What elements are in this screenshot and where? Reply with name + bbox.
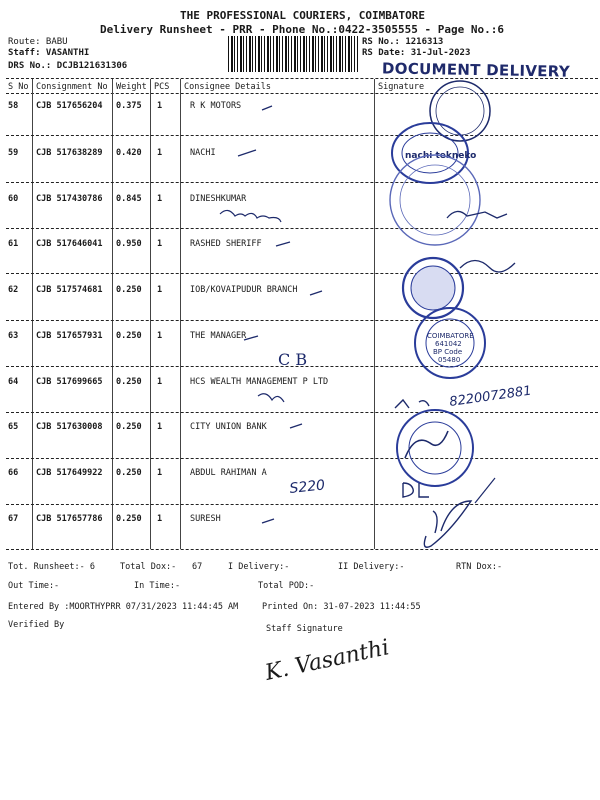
row-weight: 0.250 [116,468,142,478]
barcode [228,36,358,72]
bp-num-text: 05480 [438,356,461,364]
verified-by: Verified By [8,620,65,630]
coimbatore-stamp-text: COIMBATORE [427,332,474,340]
row-sno: 64 [8,377,19,387]
row-sno: 59 [8,148,19,158]
nachi-stamp-text: nachi tekneko [405,151,477,161]
total-pod: Total POD:- [258,581,315,591]
row-consignment: CJB 517574681 [36,285,103,295]
col-sno: S No [8,82,29,92]
handwritten-phone: 8220072881 [448,383,533,410]
handwriting-s220: S220 [288,477,326,497]
in-time: In Time:- [134,581,181,591]
row-sno: 61 [8,239,19,249]
signature-67 [424,501,471,547]
ii-delivery: II Delivery:- [338,562,405,572]
row-sno: 65 [8,422,19,432]
row-consignment: CJB 517657786 [36,514,103,524]
row-consignee: HCS WEALTH MANAGEMENT P LTD [190,377,329,387]
row-consignee: RASHED SHERIFF [190,239,262,249]
consignee-handwriting [180,90,374,550]
row-pcs: 1 [157,194,163,204]
row-weight: 0.250 [116,422,142,432]
row-weight: 0.250 [116,285,142,295]
staff-label: Staff: VASANTHI [8,48,90,58]
row-pcs: 1 [157,514,163,524]
rs-number: RS No.: 1216313 [362,37,444,47]
row-weight: 0.950 [116,239,142,249]
row-sno: 63 [8,331,19,341]
drs-number: DRS No.: DCJB121631306 [8,61,128,71]
row-weight: 0.845 [116,194,142,204]
col-signature: Signature [378,82,425,92]
row-consignment: CJB 517656204 [36,101,103,111]
row-pcs: 1 [157,377,163,387]
row-consignment: CJB 517630008 [36,422,103,432]
entered-by: Entered By :MOORTHYPRR 07/31/2023 11:44:45 AM [8,602,239,612]
i-delivery: I Delivery:- [228,562,290,572]
bp-code-text: BP Code [433,348,463,356]
row-sno: 58 [8,101,19,111]
staff-signature-label: Staff Signature [266,624,343,634]
row-consignee: DINESHKUMAR [190,194,247,204]
row-consignee: THE MANAGER [190,331,247,341]
row-consignee: SURESH [190,514,221,524]
rs-date: RS Date: 31-Jul-2023 [362,48,471,58]
document-delivery-stamp: DOCUMENT DELIVERY [381,59,571,81]
row-sno: 66 [8,468,19,478]
row-consignment: CJB 517657931 [36,331,103,341]
row-sno: 67 [8,514,19,524]
row-pcs: 1 [157,468,163,478]
col-pcs: PCS [154,82,170,92]
signature-area [375,78,600,558]
staff-signature [255,630,395,700]
out-time: Out Time:- [8,581,60,591]
tot-runsheet: Tot. Runsheet:- 6 [8,562,95,572]
city-union-stamp [397,410,473,486]
row-consignment: CJB 517649922 [36,468,103,478]
row-weight: 0.375 [116,101,142,111]
svg-text:K. Vasanthi: K. Vasanthi [263,635,392,686]
row-pcs: 1 [157,422,163,432]
row-consignment: CJB 517646041 [36,239,103,249]
row-consignee: R K MOTORS [190,101,242,111]
row-sno: 62 [8,285,19,295]
row-consignment: CJB 517699665 [36,377,103,387]
row-pcs: 1 [157,331,163,341]
route-label: Route: BABU [8,37,68,47]
total-dox-label: Total Dox:- [120,562,177,572]
signature-64 [395,400,429,408]
pin-text: 641042 [435,340,462,348]
row-weight: 0.250 [116,377,142,387]
row-weight: 0.420 [116,148,142,158]
row-pcs: 1 [157,101,163,111]
row-weight: 0.250 [116,331,142,341]
col-consignment: Consignment No [36,82,108,92]
row-consignment: CJB 517638289 [36,148,103,158]
col-weight: Weight [116,82,147,92]
row-weight: 0.250 [116,514,142,524]
row-pcs: 1 [157,148,163,158]
runsheet-subtitle: Delivery Runsheet - PRR - Phone No.:0422-3505555 - Page No.:6 [100,23,504,36]
row-consignment: CJB 517430786 [36,194,103,204]
company-round-stamp [390,155,480,245]
row-pcs: 1 [157,239,163,249]
printed-on: Printed On: 31-07-2023 11:44:55 [262,602,421,612]
row-consignee: CITY UNION BANK [190,422,267,432]
row-pcs: 1 [157,285,163,295]
company-title: THE PROFESSIONAL COURIERS, COIMBATORE [180,9,426,22]
rtn-dox: RTN Dox:- [456,562,503,572]
row-sno: 60 [8,194,19,204]
col-consignee: Consignee Details [184,82,271,92]
row-consignee: ABDUL RAHIMAN A [190,468,267,478]
handwriting-cb: C B [278,350,308,369]
total-dox-value: 67 [192,562,203,572]
round-stamp [430,81,490,141]
row-consignee: IOB/KOVAIPUDUR BRANCH [190,285,298,295]
row-consignee: NACHI [190,148,216,158]
